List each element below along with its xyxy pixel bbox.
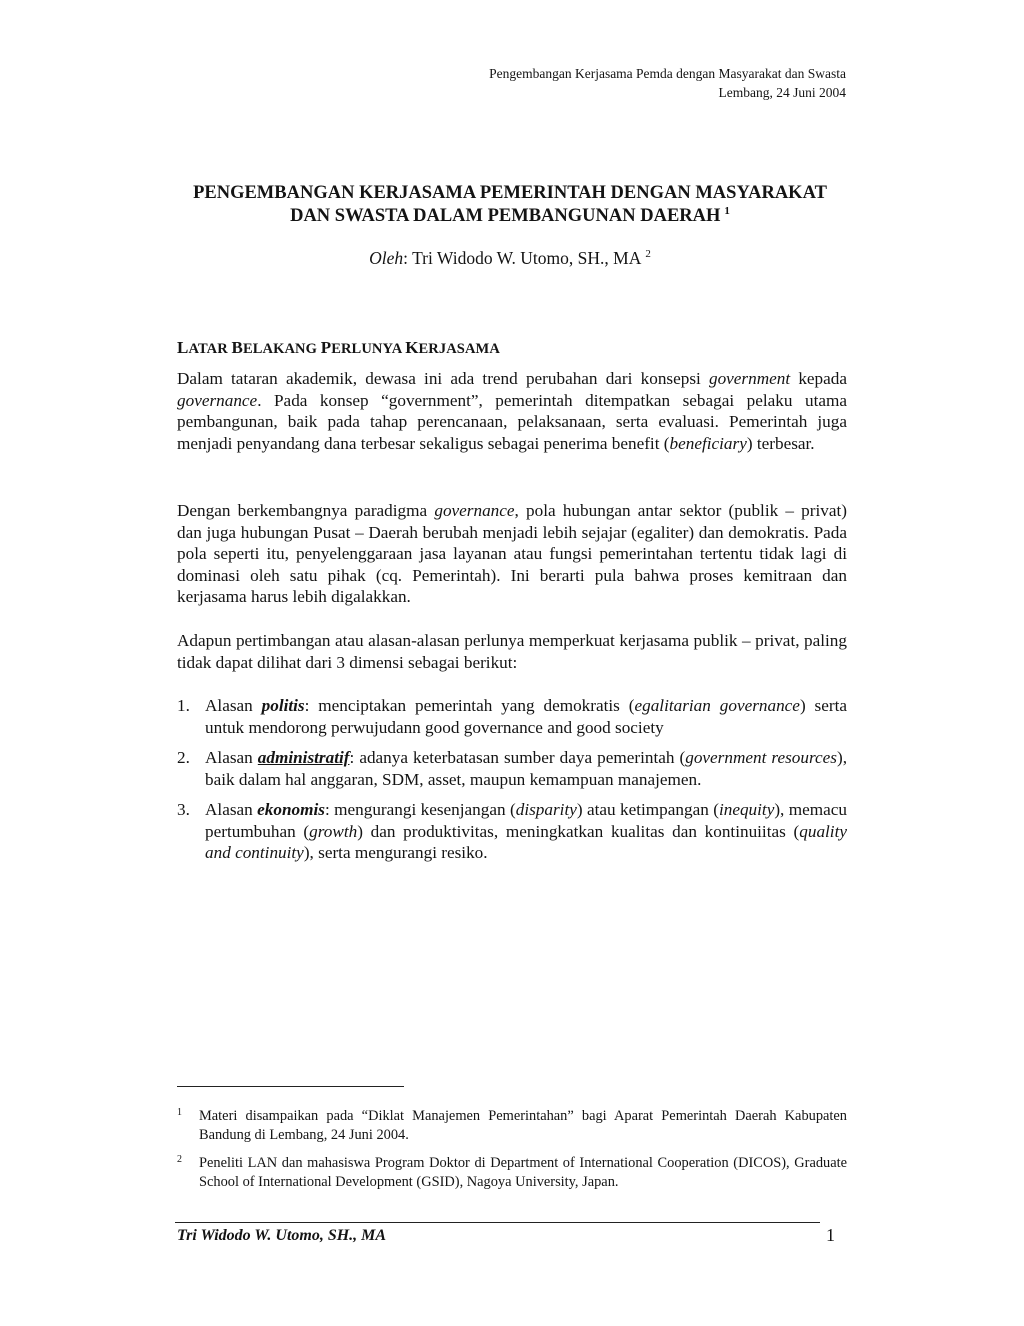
footnote-text: Peneliti LAN dan mahasiswa Program Doktor di Department of International Cooperation (DICOS), Graduate School of International Development (GSID), Nagoya University, Japan. — [199, 1155, 847, 1190]
list-item: 1. Alasan politis: menciptakan pemerintah yang demokratis (egalitarian governance) serta untuk mendorong perwujudann good governance and good society — [177, 696, 847, 737]
header-date: Lembang, 24 Juni 2004 — [718, 85, 846, 100]
paragraph-1: Dalam tataran akademik, dewasa ini ada trend perubahan dari konsepsi government kepada governance. Pada konsep “government”, pemerintah ditempatkan sebagai pelaku utama pembangunan, baik pada tahap perencanaan, pelaksanaan, serta evaluasi. Pemerintah juga menjadi penyandang dana terbesar sekaligus sebagai penerima benefit (beneficiary) terbesar. — [177, 369, 847, 453]
running-header — [420, 64, 846, 102]
title-footnote-ref[interactable]: 1 — [724, 205, 730, 217]
title-line-1: PENGEMBANGAN KERJASAMA PEMERINTAH DENGAN MASYARAKAT — [193, 183, 827, 203]
list-item: 3. Alasan ekonomis: mengurangi kesenjangan (disparity) atau ketimpangan (inequity), memacu pertumbuhan (growth) dan produktivitas, meningkatkan kualitas dan kontinuiitas (quality and continuity), serta mengurangi resiko. — [177, 800, 847, 862]
page-number: 1 — [826, 1225, 835, 1245]
paragraph-3: Adapun pertimbangan atau alasan-alasan perlunya memperkuat kerjasama publik – privat, paling tidak dapat dilihat dari 3 dimensi sebagai berikut: — [177, 631, 847, 672]
paragraph-2: Dengan berkembangnya paradigma governance, pola hubungan antar sektor (publik – privat) dan juga hubungan Pusat – Daerah berubah menjadi lebih sejajar (egaliter) dan demokratis. Pada pola seperti itu, penyelenggaraan jasa layanan atau fungsi pemerintahan tertentu tidak lagi di dominasi oleh satu pihak (cq. Pemerintah). Ini berarti pula bahwa proses kemitraan dan kerjasama harus lebih digalakkan. — [177, 501, 847, 606]
section-heading: LATAR BELAKANG PERLUNYA KERJASAMA — [177, 338, 500, 357]
author-prefix: Oleh — [369, 248, 404, 268]
footnote-mark: 2 — [177, 1154, 182, 1165]
header-title: Pengembangan Kerjasama Pemda dengan Masyarakat dan Swasta — [489, 66, 846, 81]
footer-author: Tri Widodo W. Utomo, SH., MA — [177, 1227, 387, 1244]
author-name: : Tri Widodo W. Utomo, SH., MA — [403, 248, 642, 268]
footnote-text: Materi disampaikan pada “Diklat Manajemen Pemerintahan” bagi Aparat Pemerintah Daerah Kabupaten Bandung di Lembang, 24 Juni 2004. — [199, 1108, 847, 1143]
footnote-mark: 1 — [177, 1107, 182, 1118]
list-item: 2. Alasan administratif: adanya keterbatasan sumber daya pemerintah (government resources), baik dalam hal anggaran, SDM, asset, maupun kemampuan manajemen. — [177, 748, 847, 789]
document-title — [160, 182, 860, 228]
footer-rule — [175, 1222, 820, 1223]
title-line-2: DAN SWASTA DALAM PEMBANGUNAN DAERAH $^1$ — [290, 205, 730, 226]
author-footnote-ref[interactable]: 2 — [645, 248, 651, 260]
footnote-separator — [177, 1086, 404, 1087]
reasons-list — [177, 695, 847, 873]
author-line — [160, 248, 860, 269]
footnote-2 — [177, 1154, 847, 1192]
footnote-1 — [177, 1107, 847, 1145]
